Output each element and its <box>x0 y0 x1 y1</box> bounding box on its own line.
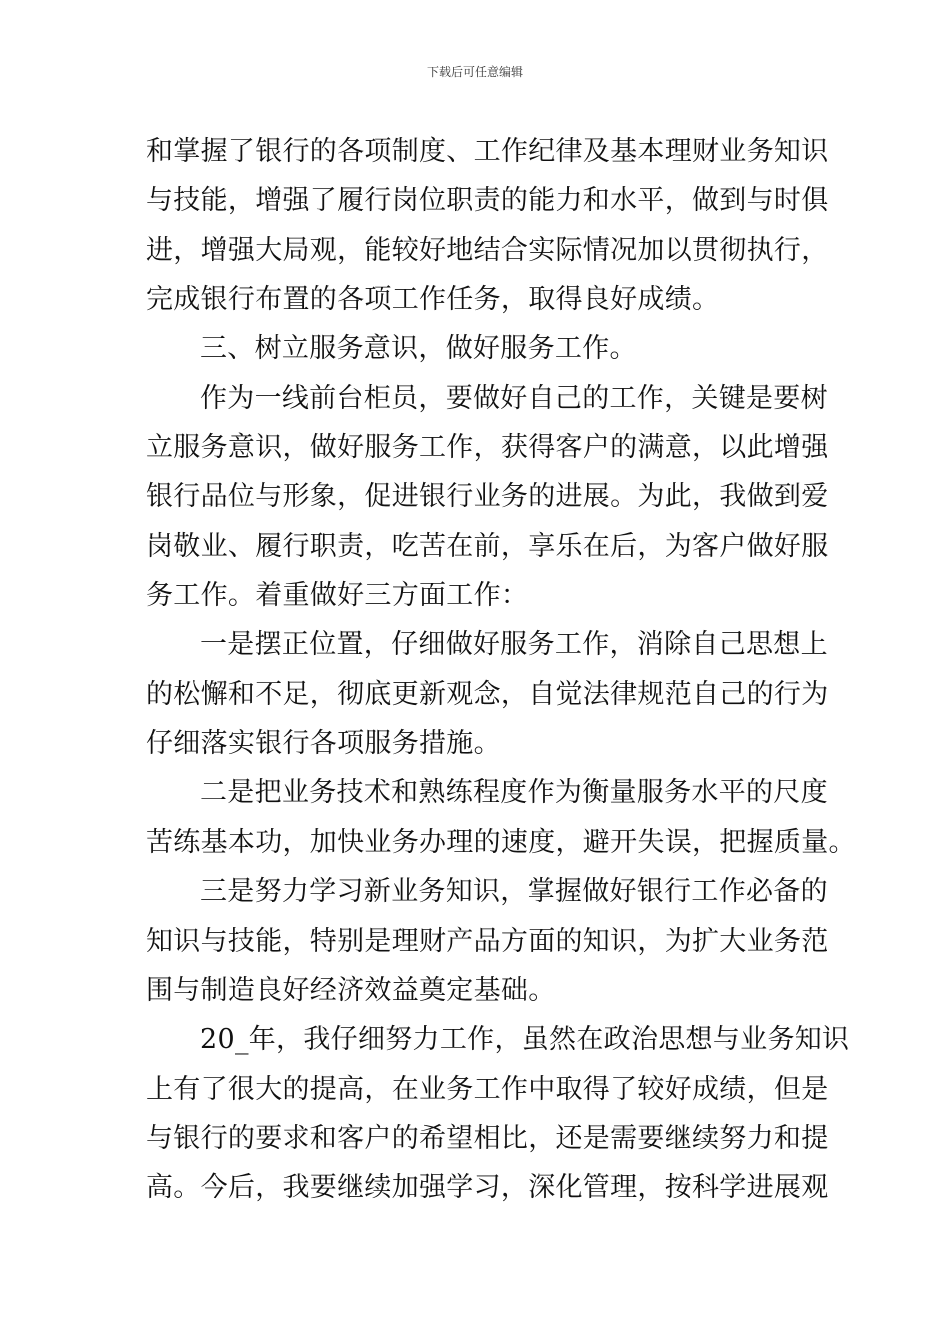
paragraph <box>146 374 829 621</box>
text-line: 银行品位与形象，促进银行业务的进展。为此，我做到爱 <box>146 481 829 513</box>
paragraph <box>146 127 829 324</box>
text-line: 20_年，我仔细努力工作，虽然在政治思想与业务知识 <box>200 1024 850 1056</box>
text-line: 与银行的要求和客户的希望相比，还是需要继续努力和提 <box>146 1122 829 1154</box>
text-line: 知识与技能，特别是理财产品方面的知识，为扩大业务范 <box>146 925 829 957</box>
text-line: 与技能，增强了履行岗位职责的能力和水平，做到与时俱 <box>146 185 829 217</box>
section-heading <box>146 324 806 373</box>
page-header: 下载后可任意编辑 <box>426 65 523 79</box>
paragraph <box>146 620 829 768</box>
document-body <box>146 127 856 1213</box>
text-line: 二是把业务技术和熟练程度作为衡量服务水平的尺度 <box>200 777 828 809</box>
text-line: 立服务意识，做好服务工作，获得客户的满意，以此增强 <box>146 432 829 464</box>
text-line: 的松懈和不足，彻底更新观念，自觉法律规范自己的行为 <box>146 678 829 710</box>
text-line: 务工作。着重做好三方面工作： <box>146 580 529 612</box>
paragraph <box>146 768 856 867</box>
text-line: 进，增强大局观，能较好地结合实际情况加以贯彻执行， <box>146 234 829 266</box>
text-line: 作为一线前台柜员，要做好自己的工作，关键是要树 <box>200 382 828 414</box>
paragraph <box>146 1015 850 1212</box>
text-line: 和掌握了银行的各项制度、工作纪律及基本理财业务知识 <box>146 136 829 167</box>
text-line: 三、树立服务意识，做好服务工作。 <box>200 333 637 365</box>
text-line: 高。今后，我要继续加强学习，深化管理，按科学进展观 <box>146 1172 829 1204</box>
text-line: 三是努力学习新业务知识，掌握做好银行工作必备的 <box>200 876 828 908</box>
paragraph <box>146 867 829 1015</box>
text-line: 完成银行布置的各项工作任务，取得良好成绩。 <box>146 284 720 316</box>
text-line: 上有了很大的提高，在业务工作中取得了较好成绩，但是 <box>146 1073 829 1105</box>
text-line: 一是摆正位置，仔细做好服务工作，消除自己思想上 <box>200 629 828 661</box>
text-line: 仔细落实银行各项服务措施。 <box>146 728 501 760</box>
text-line: 岗敬业、履行职责，吃苦在前，享乐在后，为客户做好服 <box>146 530 829 562</box>
text-line: 苦练基本功，加快业务办理的速度，避开失误，把握质量。 <box>146 826 856 858</box>
text-line: 围与制造良好经济效益奠定基础。 <box>146 974 556 1006</box>
